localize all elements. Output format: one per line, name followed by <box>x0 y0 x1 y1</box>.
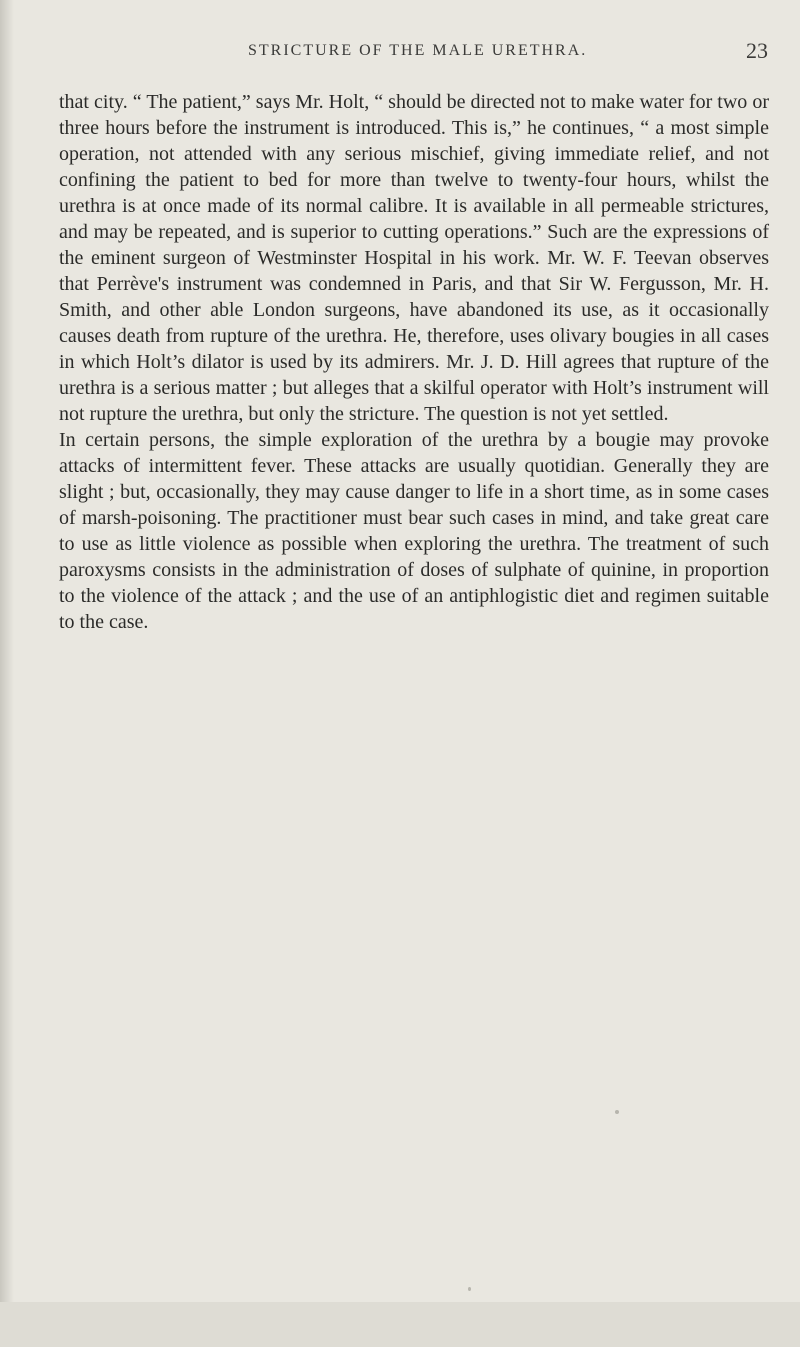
running-title: STRICTURE OF THE MALE URETHRA. <box>248 42 588 59</box>
page-edge-shadow <box>0 0 14 1347</box>
paragraph-2: In certain persons, the simple exploration of the urethra by a bougie may provoke attacks of intermittent fever. These attacks are usually quotidian. Generally they are slight ; but, occasionally, they may cause danger to life in a short time, as in some cases of marsh-poisoning. The practitioner must bear such cases in mind, and take great care to use as little violence as possible when exploring the urethra. The treatment of such paroxysms consists in the administration of doses of sulphate of quinine, in proportion to the violence of the attack ; and the use of an antiphlogistic diet and regimen suitable to the case. <box>59 429 769 633</box>
page-bottom-band <box>0 1302 800 1347</box>
body-text <box>59 89 769 635</box>
paper-speck <box>615 1110 619 1114</box>
page-number: 23 <box>746 38 768 63</box>
page-header <box>248 38 768 68</box>
paragraph-1: that city. “ The patient,” says Mr. Holt, “ should be directed not to make water for two or three hours before the instrument is introduced. This is,” he continues, “ a most simple operation, not attended with any serious mischief, giving immediate relief, and not confining the patient to bed for more than twelve to twenty-four hours, whilst the urethra is at once made of its normal calibre. It is available in all permeable strictures, and may be repeated, and is superior to cutting operations.” Such are the expressions of the eminent surgeon of Westminster Hospital in his work. Mr. W. F. Teevan observes that Perrève's instrument was condemned in Paris, and that Sir W. Fergusson, Mr. H. Smith, and other able London surgeons, have abandoned its use, as it occasionally causes death from rupture of the urethra. He, therefore, uses olivary bougies in all cases in which Holt’s dilator is used by its admirers. Mr. J. D. Hill agrees that rupture of the urethra is a serious matter ; but alleges that a skilful operator with Holt’s instrument will not rupture the urethra, but only the stricture. The question is not yet settled. <box>59 91 769 425</box>
paper-speck <box>468 1287 471 1291</box>
